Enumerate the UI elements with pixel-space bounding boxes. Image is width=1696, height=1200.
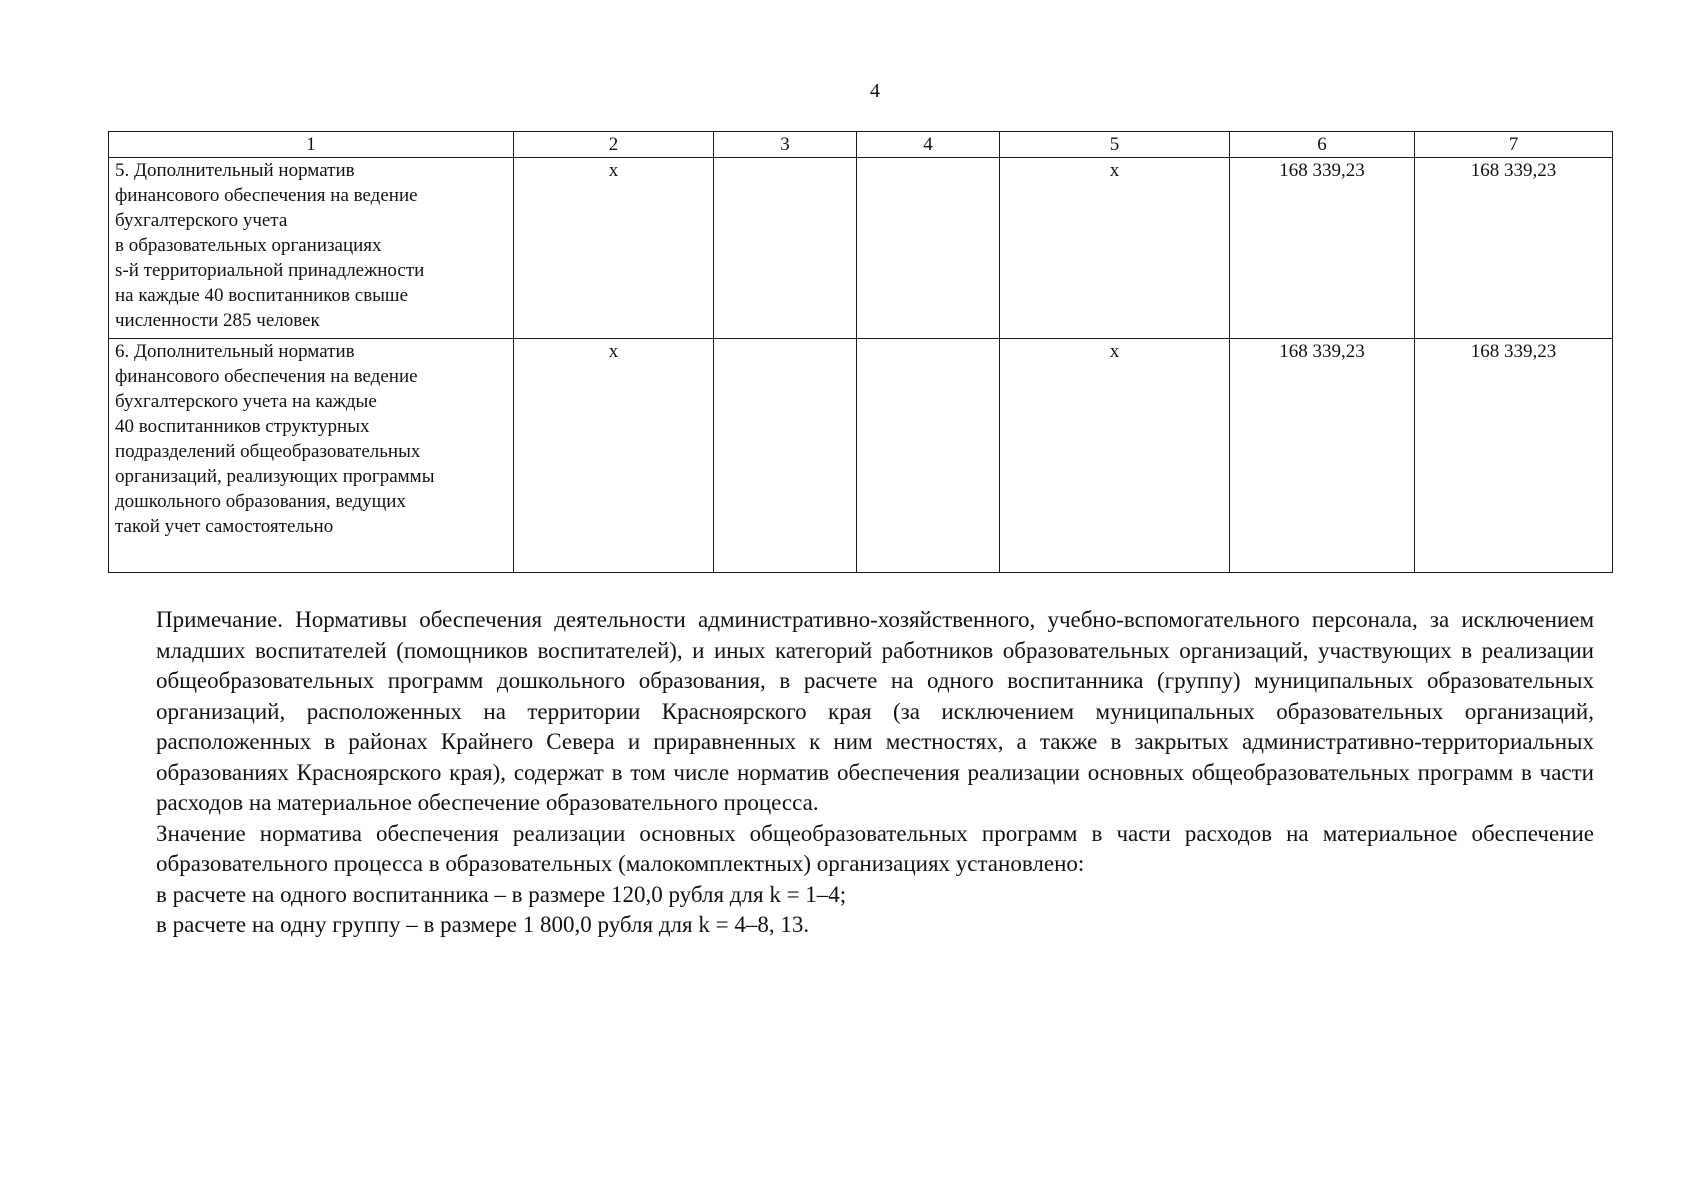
normative-table — [108, 131, 1613, 573]
row-description: 6. Дополнительный норматив финансового обеспечения на ведение бухгалтерского учета на каждые 40 воспитанников структурных подразделений общеобразовательных организаций, реализующих программы дошкольного образования, ведущих такой учет самостоятельно — [109, 339, 514, 573]
table-cell: х — [514, 158, 714, 339]
table-row — [109, 339, 1613, 573]
table-cell: х — [1000, 339, 1230, 573]
note-section — [156, 605, 1594, 941]
table-cell — [857, 158, 1000, 339]
note-line: в расчете на одну группу – в размере 1 800,0 рубля для k = 4–8, 13. — [156, 912, 810, 937]
row-description: 5. Дополнительный норматив финансового обеспечения на ведение бухгалтерского учета в образовательных организациях s-й территориальной принадлежности на каждые 40 воспитанников свыше численности 285 человек — [109, 158, 514, 339]
note-paragraph: Значение норматива обеспечения реализации основных общеобразовательных программ в части расходов на материальное обеспечение образовательного процесса в образовательных (малокомплектных) организациях установлено: — [156, 820, 1594, 876]
table-cell-value: 168 339,23 — [1415, 339, 1613, 573]
table-cell — [714, 339, 857, 573]
note-line: в расчете на одного воспитанника – в размере 120,0 рубля для k = 1–4; — [156, 881, 847, 907]
column-header: 2 — [514, 132, 714, 158]
column-header: 6 — [1230, 132, 1415, 158]
column-header: 7 — [1415, 132, 1613, 158]
table-row — [109, 158, 1613, 339]
table-cell-value: 168 339,23 — [1415, 158, 1613, 339]
table-header-row — [109, 132, 1613, 158]
table-cell — [857, 339, 1000, 573]
table-cell — [714, 158, 857, 339]
note-paragraph: Примечание. Нормативы обеспечения деятельности административно-хозяйственного, учебно-вспомогательного персонала, за исключением младших воспитателей (помощников воспитателей), и иных категорий работников образовательных организаций, участвующих в реализации общеобразовательных программ дошкольного образования, в расчете на одного воспитанника (группу) муниципальных образовательных организаций, расположенных на территории Красноярского края (за исключением муниципальных образовательных организаций, расположенных в районах Крайнего Севера и приравненных к ним местностях, а также в закрытых административно-территориальных образованиях Красноярского края), содержат в том числе норматив обеспечения реализации основных общеобразовательных программ в части расходов на материальное обеспечение образовательного процесса. — [156, 607, 1594, 815]
table-cell-value: 168 339,23 — [1230, 339, 1415, 573]
column-header: 4 — [857, 132, 1000, 158]
column-header: 1 — [109, 132, 514, 158]
column-header: 3 — [714, 132, 857, 158]
table-cell-value: 168 339,23 — [1230, 158, 1415, 339]
page-number: 4 — [870, 80, 880, 102]
column-header: 5 — [1000, 132, 1230, 158]
table-cell: х — [514, 339, 714, 573]
table-cell: х — [1000, 158, 1230, 339]
